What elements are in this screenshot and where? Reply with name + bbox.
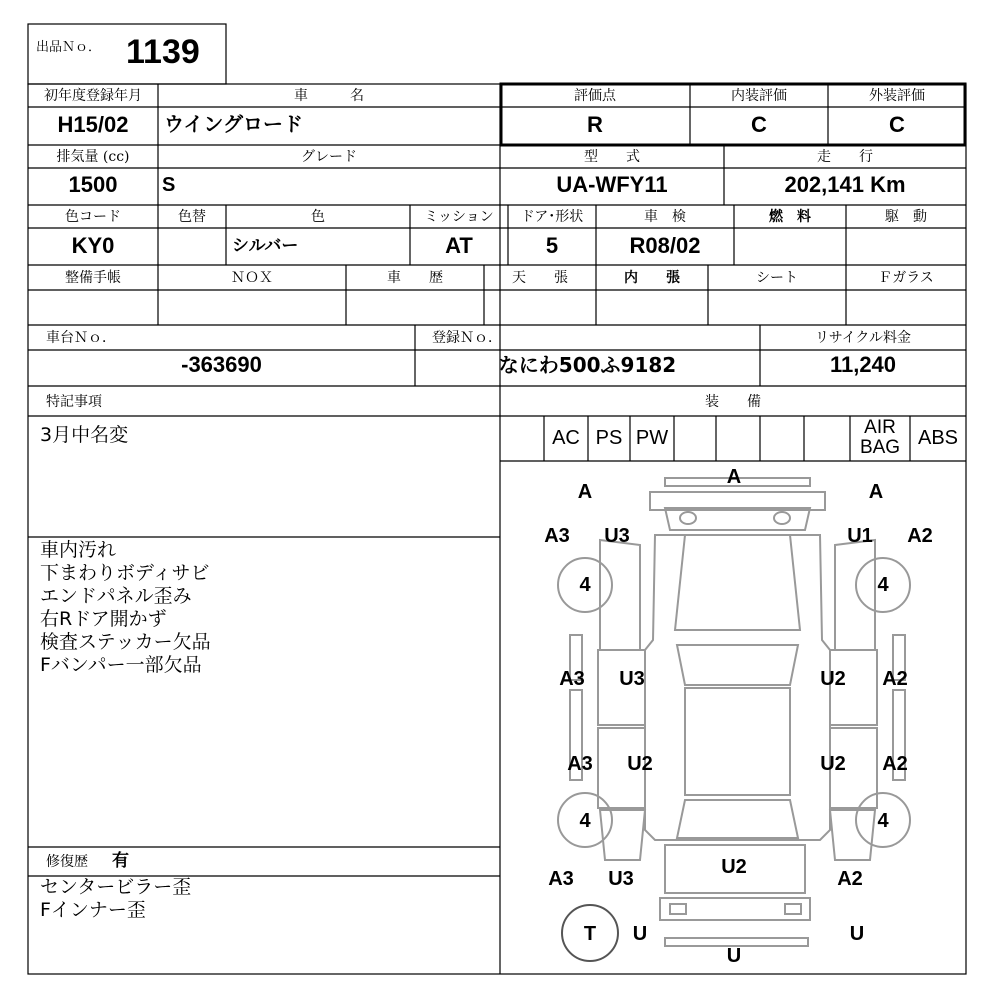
mileage-label: 走 行 (817, 149, 873, 165)
plate-value: なにわ500ふ9182 (498, 353, 677, 377)
mark-fl-fender-u: U3 (604, 525, 630, 547)
recycle-value: 11,240 (829, 352, 897, 377)
equipment-abs: ABS (917, 427, 959, 449)
color-code-label: 色コード (65, 209, 121, 225)
inner-lining-label: 内 張 (624, 270, 680, 286)
interior-label: 内装評価 (731, 88, 787, 104)
inspection-value: R08/02 (629, 233, 701, 258)
notes-lines: 車内汚れ 下まわりボディサビ エンドパネル歪み 右Rドア開かず 検査ステッカー欠品 Fバンパー一部欠品 (40, 539, 211, 676)
mark-fl-door-a: A3 (559, 668, 585, 690)
maintenance-book-label: 整備手帳 (65, 270, 121, 286)
exterior-value: C (889, 112, 905, 137)
color-code-value: KY0 (71, 233, 115, 258)
mark-front: A (726, 466, 742, 488)
front-glass-label: Ｆガラス (878, 270, 934, 286)
chassis-label: 車台Ｎｏ． (46, 330, 116, 346)
mark-spare-tire: T (583, 923, 597, 945)
reg-date-value: H15/02 (57, 112, 129, 137)
exterior-label: 外装評価 (869, 88, 925, 104)
door-label: ドア･形状 (520, 209, 584, 225)
mark-rl-door-a: A3 (567, 753, 593, 775)
repair-lines: センタービラー歪 Fインナー歪 (40, 876, 192, 921)
mark-rr-quarter-a: A2 (837, 868, 863, 890)
equipment-airbag: AIR BAG (859, 417, 901, 458)
mark-rl-quarter-u: U3 (608, 868, 634, 890)
mileage-value: 202,141 Km (784, 172, 906, 197)
recycle-label: リサイクル料金 (814, 330, 912, 346)
inspection-label: 車 検 (644, 209, 686, 225)
notes-label: 特記事項 (46, 394, 102, 410)
history-label: 車 歴 (387, 270, 443, 286)
headliner-label: 天 張 (512, 270, 568, 286)
lot-label: 出品Ｎｏ． (36, 40, 102, 55)
reg-date-label: 初年度登録年月 (44, 88, 142, 104)
equipment-ps: PS (595, 427, 623, 449)
mark-rear: U (726, 945, 742, 967)
nox-label: ＮＯＸ (231, 270, 273, 286)
mark-rear-hatch: U2 (721, 856, 747, 878)
mark-rl-tire: 4 (579, 810, 591, 832)
model-value: UA-WFY11 (556, 172, 668, 197)
color-label: 色 (311, 209, 325, 225)
interior-value: C (751, 112, 767, 137)
grade-label: グレード (301, 149, 357, 165)
mark-front-right: A (868, 481, 884, 503)
mark-fl-door-u: U3 (619, 668, 645, 690)
mission-label: ミッション (424, 209, 494, 225)
mark-fl-fender-a: A3 (544, 525, 570, 547)
mark-fr-door-u: U2 (820, 668, 846, 690)
mark-rr-door-u: U2 (820, 753, 846, 775)
mark-rear-left: U (632, 923, 648, 945)
car-name-label: 車 名 (294, 88, 364, 104)
mark-rear-right: U (849, 923, 865, 945)
notes-first-line: 3月中名変 (40, 424, 129, 446)
displacement-label: 排気量 (cc) (56, 149, 130, 165)
equipment-ac: AC (552, 427, 580, 449)
door-value: 5 (545, 233, 559, 258)
car-name-value: ウイングロード (164, 112, 303, 136)
displacement-value: 1500 (68, 172, 118, 197)
equipment-label: 装 備 (705, 394, 761, 410)
plate-label: 登録Ｎｏ． (432, 330, 502, 346)
model-label: 型 式 (584, 149, 640, 165)
grade-value: S (162, 174, 176, 196)
mark-fr-tire: 4 (877, 574, 889, 596)
repair-label: 修復歴 (46, 854, 88, 870)
drive-label: 駆 動 (885, 209, 927, 225)
lot-number: 1139 (126, 33, 200, 71)
repair-value: 有 (112, 851, 129, 871)
mark-fr-fender-u: U1 (847, 525, 873, 547)
mission-value: AT (445, 233, 473, 258)
fuel-label: 燃 料 (769, 209, 811, 225)
chassis-value: -363690 (181, 352, 262, 377)
equipment-pw: PW (635, 427, 669, 449)
mark-front-left: A (577, 481, 593, 503)
mark-rl-quarter-a: A3 (548, 868, 574, 890)
seat-label: シート (756, 270, 798, 286)
mark-rr-door-a: A2 (882, 753, 908, 775)
mark-fr-fender-a: A2 (907, 525, 933, 547)
mark-rl-door-u: U2 (627, 753, 653, 775)
mark-fl-tire: 4 (579, 574, 591, 596)
score-value: R (587, 112, 603, 137)
color-value: シルバー (232, 236, 299, 256)
recolor-label: 色替 (178, 209, 206, 225)
score-label: 評価点 (574, 88, 616, 104)
mark-fr-door-a: A2 (882, 668, 908, 690)
mark-rr-tire: 4 (877, 810, 889, 832)
